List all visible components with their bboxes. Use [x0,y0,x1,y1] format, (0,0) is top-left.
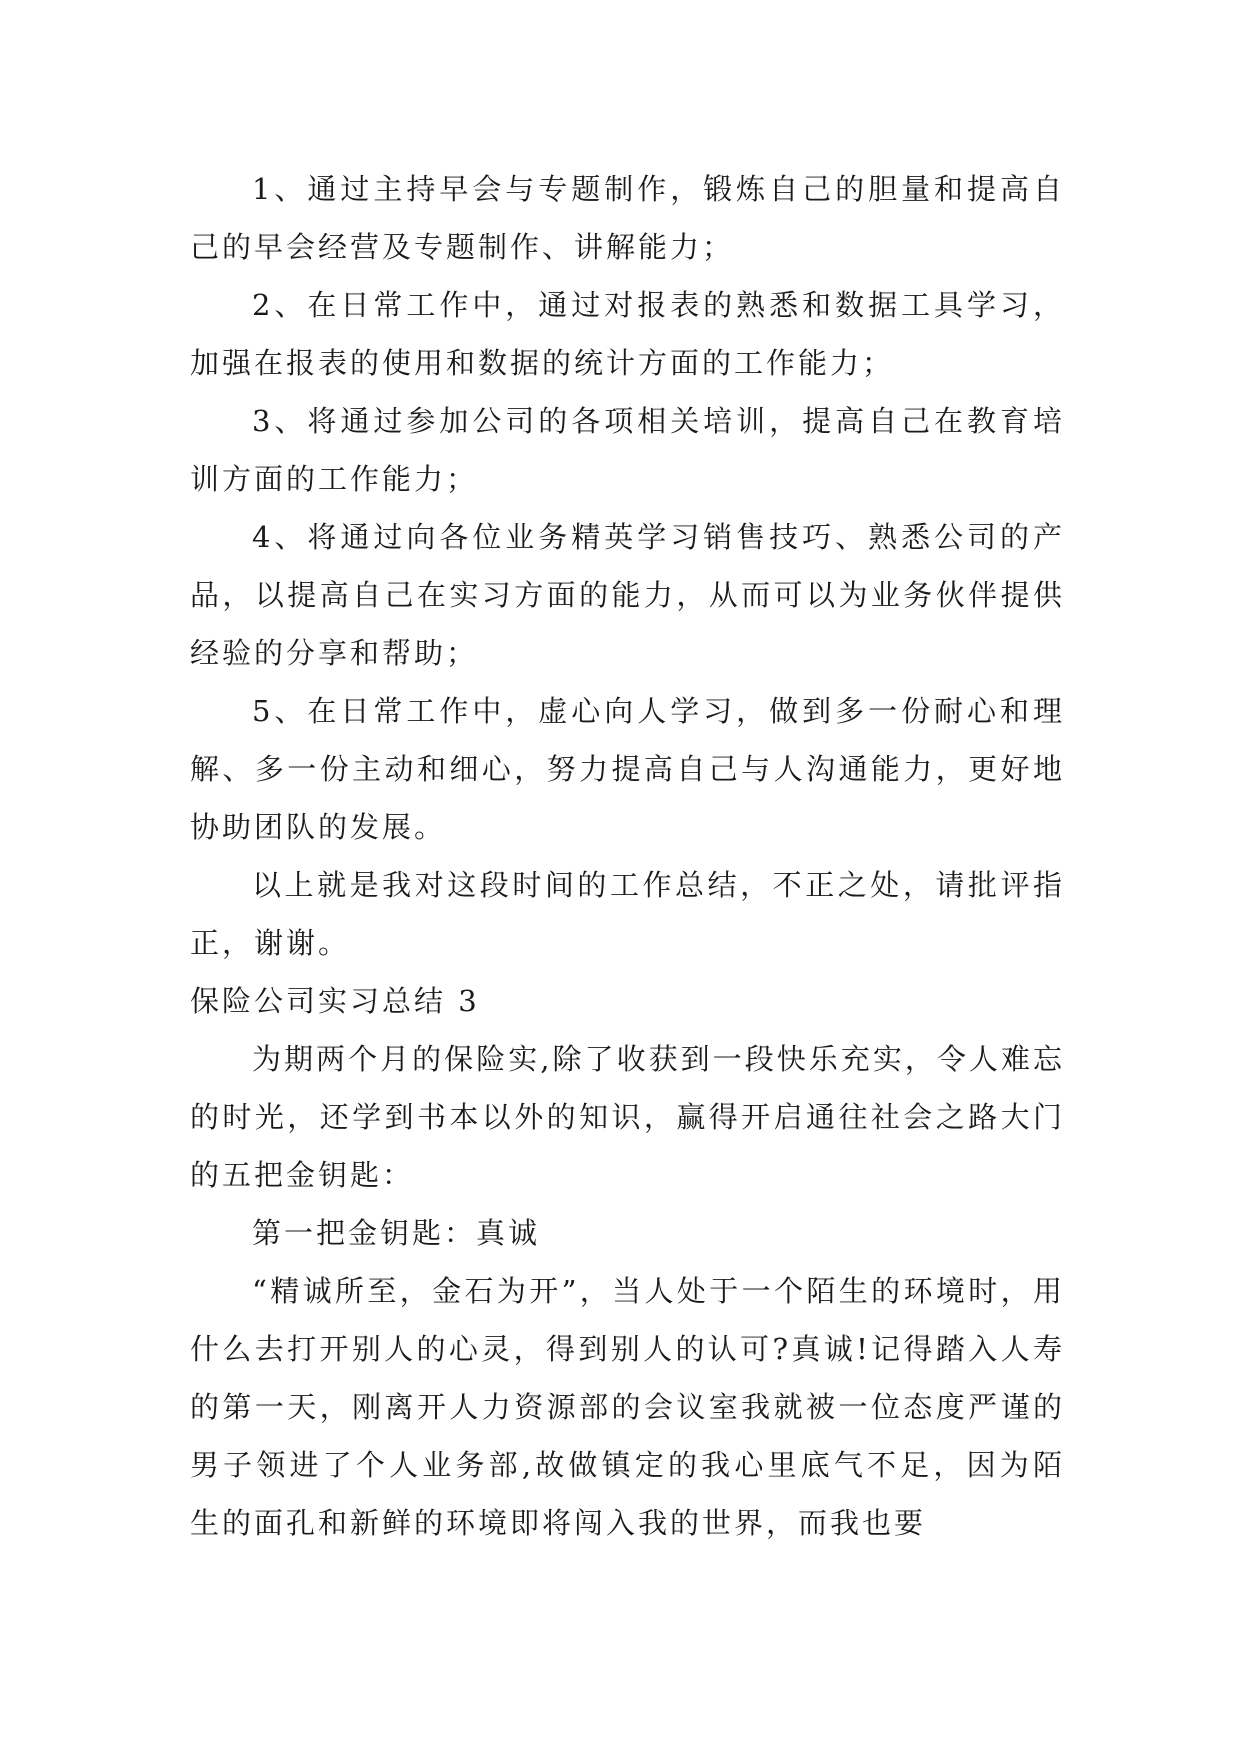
paragraph-item-4: 4、将通过向各位业务精英学习销售技巧、熟悉公司的产品，以提高自己在实习方面的能力，从而可以为业务伙伴提供经验的分享和帮助； [190,520,1065,670]
paragraph-item-2: 2、在日常工作中，通过对报表的熟悉和数据工具学习，加强在报表的使用和数据的统计方面的工作能力； [190,288,1065,380]
first-key-paragraph: “精诚所至，金石为开”，当人处于一个陌生的环境时，用什么去打开别人的心灵，得到别人的认可?真诚!记得踏入人寿的第一天，刚离开人力资源部的会议室我就被一位态度严谨的男子领进了个人业务部,故做镇定的我心里底气不足，因为陌生的面孔和新鲜的环境即将闯入我的世界，而我也要 [190,1274,1065,1540]
section-intro-paragraph: 为期两个月的保险实,除了收获到一段快乐充实，令人难忘的时光，还学到书本以外的知识，赢得开启通往社会之路大门的五把金钥匙： [190,1042,1065,1192]
first-key-heading: 第一把金钥匙：真诚 [252,1216,541,1250]
paragraph-item-5: 5、在日常工作中，虚心向人学习，做到多一份耐心和理解、多一份主动和细心，努力提高自己与人沟通能力，更好地协助团队的发展。 [190,694,1065,844]
paragraph-item-3: 3、将通过参加公司的各项相关培训，提高自己在教育培训方面的工作能力； [190,404,1065,496]
paragraph-item-1: 1、通过主持早会与专题制作，锻炼自己的胆量和提高自己的早会经营及专题制作、讲解能力； [190,172,1065,264]
document-body [190,160,1065,1552]
section-title: 保险公司实习总结 3 [190,984,480,1018]
closing-paragraph: 以上就是我对这段时间的工作总结，不正之处，请批评指正，谢谢。 [190,868,1065,960]
